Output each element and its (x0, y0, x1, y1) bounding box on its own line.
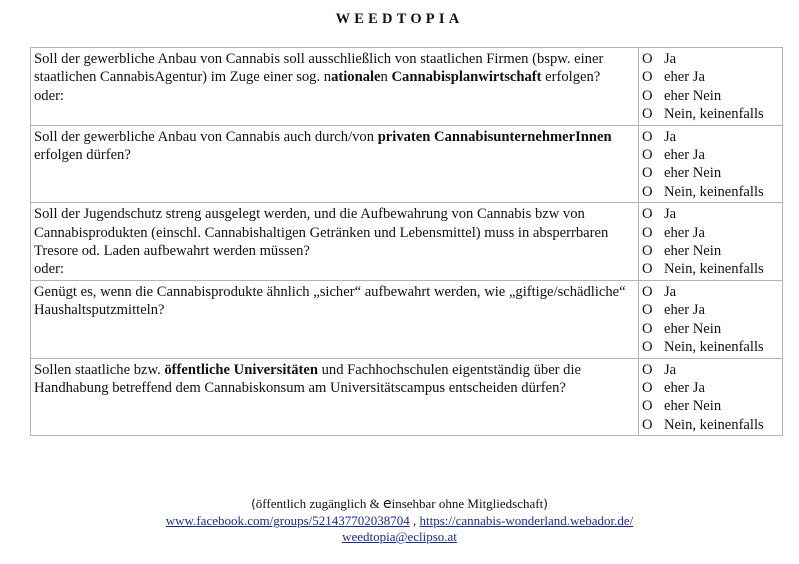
option-circle[interactable]: O (642, 51, 653, 67)
question-1: Soll der gewerbliche Anbau von Cannabis soll ausschließlich von staatlichen Firmen (bspw. einer staatlichen CannabisAgentur) im Zuge einer sog. nationalen Cannabisplanwirtschaft erfolgen? oder: (31, 48, 639, 126)
option-circle[interactable]: O (642, 339, 653, 356)
option-eher-ja[interactable]: O eher Ja (642, 224, 705, 241)
table-row (31, 125, 783, 203)
option-ja[interactable]: O Ja (642, 51, 677, 67)
option-eher-nein[interactable]: O eher Nein (642, 243, 722, 260)
access-note: (öffentlich zugänglich & einsehbar ohne Mitgliedschaft) (251, 496, 548, 512)
question-5: Sollen staatliche bzw. öffentliche Universitäten und Fachhochschulen eigentständig über die Handhabung betreffend dem Cannabiskonsum am Universitätscampus entscheiden dürfen? (31, 358, 639, 436)
option-nein[interactable]: O Nein, keinenfalls (642, 416, 764, 433)
option-circle[interactable]: O (642, 69, 653, 86)
links-line: www.facebook.com/groups/521437702038704 , https://cannabis-wonderland.webador.de/ (165, 513, 634, 528)
question-2: Soll der gewerbliche Anbau von Cannabis auch durch/von privaten CannabisunternehmerInnen erfolgen dürfen? (31, 125, 639, 203)
options-3 (639, 203, 783, 281)
option-circle[interactable]: O (642, 224, 653, 241)
option-circle[interactable]: O (642, 379, 653, 396)
option-eher-nein[interactable]: O eher Nein (642, 165, 722, 182)
option-eher-nein[interactable]: O eher Nein (642, 398, 722, 415)
options-1 (639, 48, 783, 126)
option-nein[interactable]: O Nein, keinenfalls (642, 183, 764, 200)
option-eher-ja[interactable]: O eher Ja (642, 302, 705, 319)
options-4 (639, 280, 783, 358)
options-5 (639, 358, 783, 436)
option-ja[interactable]: O Ja (642, 361, 677, 378)
table-row (31, 48, 783, 126)
option-circle[interactable]: O (642, 106, 653, 123)
option-nein[interactable]: O Nein, keinenfalls (642, 339, 764, 356)
facebook-link[interactable]: www.facebook.com/groups/521437702038704 (165, 513, 410, 528)
page-title: WEEDTOPIA (335, 11, 464, 27)
option-circle[interactable]: O (642, 183, 653, 200)
option-nein[interactable]: O Nein, keinenfalls (642, 261, 764, 278)
option-circle[interactable]: O (642, 302, 653, 319)
option-eher-nein[interactable]: O eher Nein (642, 320, 722, 337)
option-circle[interactable]: O (642, 261, 653, 278)
option-circle[interactable]: O (642, 283, 653, 300)
table-row (31, 358, 783, 436)
option-eher-ja[interactable]: O eher Ja (642, 379, 705, 396)
website-link[interactable]: https://cannabis-wonderland.webador.de/ (419, 513, 634, 528)
option-ja[interactable]: O Ja (642, 206, 677, 223)
survey-table (30, 47, 783, 436)
question-4: Genügt es, wenn die Cannabisprodukte ähnlich „sicher“ aufbewahrt werden, wie „giftige/schädliche“ Haushaltsputzmitteln? (31, 280, 639, 358)
email-link[interactable]: weedtopia@eclipso.at (342, 529, 457, 544)
option-circle[interactable]: O (642, 147, 653, 164)
option-circle[interactable]: O (642, 320, 653, 337)
option-circle[interactable]: O (642, 128, 653, 145)
email-line (0, 529, 799, 545)
table-row (31, 203, 783, 281)
option-circle[interactable]: O (642, 361, 653, 378)
option-circle[interactable]: O (642, 206, 653, 223)
table-row (31, 280, 783, 358)
option-circle[interactable]: O (642, 398, 653, 415)
option-eher-ja[interactable]: O eher Ja (642, 69, 705, 86)
option-eher-nein[interactable]: O eher Nein (642, 87, 722, 104)
option-circle[interactable]: O (642, 165, 653, 182)
option-nein[interactable]: O Nein, keinenfalls (642, 106, 764, 123)
option-circle[interactable]: O (642, 243, 653, 260)
option-circle[interactable]: O (642, 87, 653, 104)
option-ja[interactable]: O Ja (642, 128, 677, 145)
option-eher-ja[interactable]: O eher Ja (642, 147, 705, 164)
option-circle[interactable]: O (642, 416, 653, 433)
question-3: Soll der Jugendschutz streng ausgelegt werden, und die Aufbewahrung von Cannabis bzw von Cannabisprodukten (einschl. Cannabishaltigen Getränken und Lebensmittel) muss in absperrbaren Tresore od. Laden aufbewahrt werden müssen? oder: (31, 203, 639, 281)
options-2 (639, 125, 783, 203)
option-ja[interactable]: O Ja (642, 283, 677, 300)
